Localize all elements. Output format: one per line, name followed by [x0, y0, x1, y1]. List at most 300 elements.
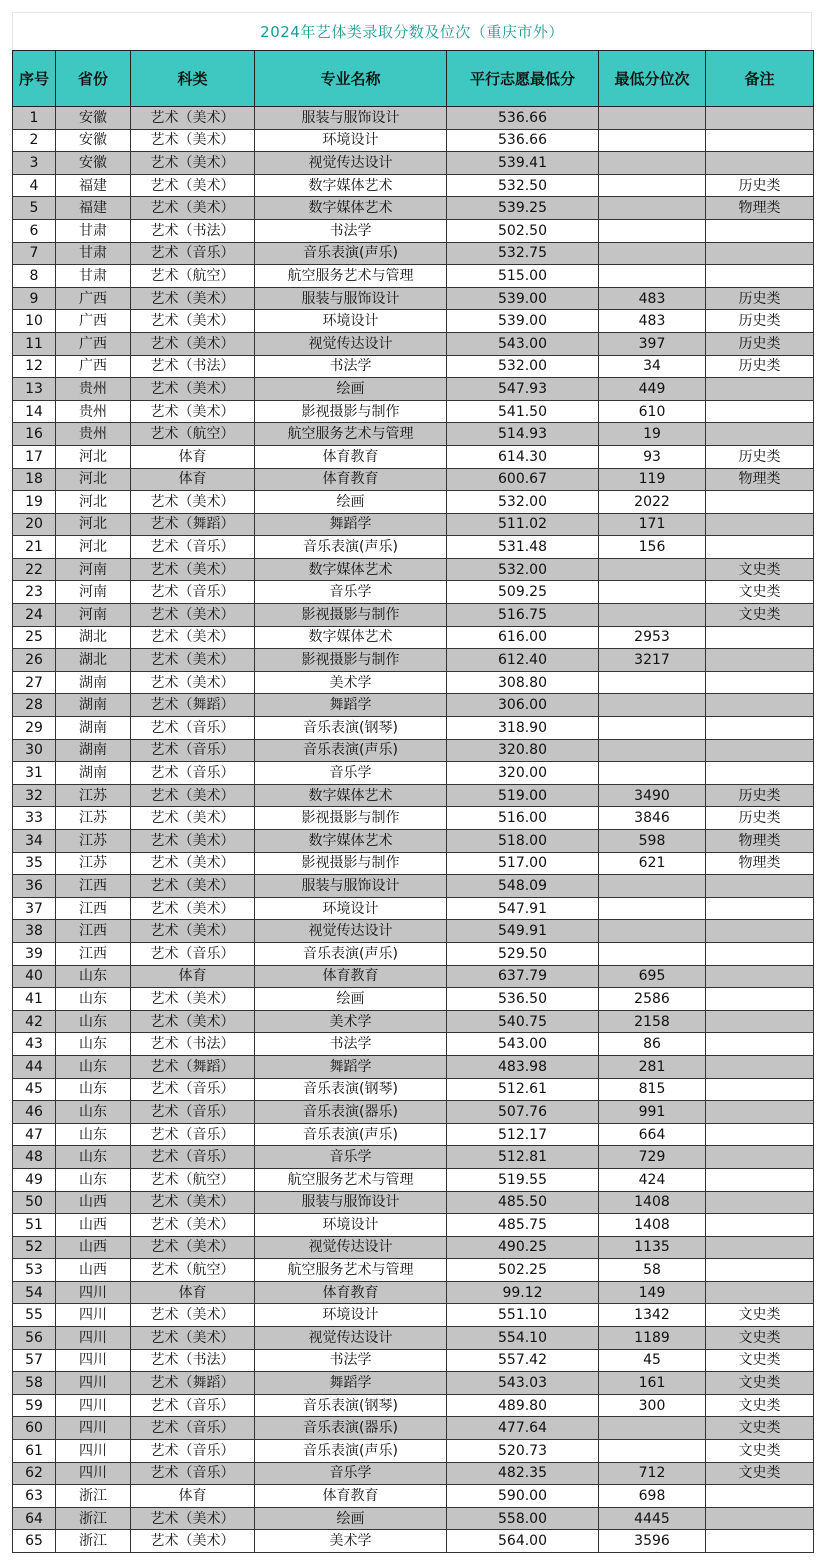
cell-province: 山东	[56, 988, 131, 1011]
cell-major: 体育教育	[255, 445, 447, 468]
cell-province: 山东	[56, 965, 131, 988]
cell-min-score: 514.93	[447, 423, 599, 446]
table-row	[13, 762, 814, 785]
cell-min-rank	[599, 174, 706, 197]
table-row	[13, 1033, 814, 1056]
cell-note	[706, 378, 814, 401]
cell-min-score: 515.00	[447, 265, 599, 288]
cell-province: 山西	[56, 1259, 131, 1282]
cell-province: 山东	[56, 1055, 131, 1078]
cell-note: 文史类	[706, 1327, 814, 1350]
cell-province: 江西	[56, 875, 131, 898]
cell-category: 体育	[131, 965, 255, 988]
cell-province: 江西	[56, 897, 131, 920]
cell-min-rank	[599, 1417, 706, 1440]
cell-province: 河北	[56, 445, 131, 468]
cell-category: 艺术（美术）	[131, 332, 255, 355]
cell-province: 河南	[56, 558, 131, 581]
table-title: 2024年艺体类录取分数及位次（重庆市外）	[12, 12, 812, 50]
header-cell-seq: 序号	[13, 51, 56, 107]
cell-min-rank: 1408	[599, 1214, 706, 1237]
cell-note	[706, 942, 814, 965]
cell-category: 艺术（书法）	[131, 1349, 255, 1372]
cell-province: 江苏	[56, 784, 131, 807]
cell-category: 艺术（舞蹈）	[131, 513, 255, 536]
cell-note	[706, 762, 814, 785]
cell-seq: 62	[13, 1462, 56, 1485]
table-row	[13, 1462, 814, 1485]
cell-category: 艺术（美术）	[131, 897, 255, 920]
cell-min-rank: 4445	[599, 1507, 706, 1530]
table-row	[13, 558, 814, 581]
cell-seq: 44	[13, 1055, 56, 1078]
cell-category: 艺术（美术）	[131, 875, 255, 898]
cell-note	[706, 875, 814, 898]
cell-seq: 34	[13, 830, 56, 853]
cell-seq: 17	[13, 445, 56, 468]
cell-note	[706, 897, 814, 920]
table-row	[13, 1146, 814, 1169]
cell-min-rank: 45	[599, 1349, 706, 1372]
cell-province: 四川	[56, 1372, 131, 1395]
cell-note: 历史类	[706, 355, 814, 378]
cell-note	[706, 400, 814, 423]
cell-major: 影视摄影与制作	[255, 400, 447, 423]
cell-category: 艺术（书法）	[131, 355, 255, 378]
cell-note	[706, 649, 814, 672]
cell-note	[706, 1010, 814, 1033]
table-row	[13, 1327, 814, 1350]
cell-seq: 7	[13, 242, 56, 265]
cell-province: 湖北	[56, 626, 131, 649]
cell-min-score: 485.75	[447, 1214, 599, 1237]
cell-major: 影视摄影与制作	[255, 807, 447, 830]
cell-note	[706, 1485, 814, 1508]
table-body	[13, 107, 814, 1553]
table-row	[13, 152, 814, 175]
cell-major: 数字媒体艺术	[255, 830, 447, 853]
cell-note: 物理类	[706, 197, 814, 220]
cell-note: 文史类	[706, 558, 814, 581]
cell-seq: 60	[13, 1417, 56, 1440]
cell-major: 视觉传达设计	[255, 920, 447, 943]
cell-seq: 41	[13, 988, 56, 1011]
cell-note	[706, 717, 814, 740]
cell-note: 文史类	[706, 1462, 814, 1485]
cell-note	[706, 1530, 814, 1553]
table-row	[13, 1123, 814, 1146]
cell-min-score: 511.02	[447, 513, 599, 536]
cell-seq: 63	[13, 1485, 56, 1508]
cell-major: 视觉传达设计	[255, 152, 447, 175]
table-row	[13, 830, 814, 853]
cell-category: 艺术（美术）	[131, 558, 255, 581]
cell-category: 艺术（航空）	[131, 1168, 255, 1191]
cell-province: 安徽	[56, 129, 131, 152]
cell-major: 音乐表演(声乐)	[255, 1440, 447, 1463]
cell-seq: 27	[13, 671, 56, 694]
cell-major: 音乐表演(声乐)	[255, 739, 447, 762]
cell-major: 书法学	[255, 1349, 447, 1372]
cell-category: 艺术（音乐）	[131, 1462, 255, 1485]
cell-province: 湖南	[56, 762, 131, 785]
cell-seq: 51	[13, 1214, 56, 1237]
cell-note	[706, 152, 814, 175]
table-row	[13, 400, 814, 423]
cell-category: 艺术（美术）	[131, 1236, 255, 1259]
cell-note: 历史类	[706, 310, 814, 333]
cell-category: 艺术（音乐）	[131, 1440, 255, 1463]
cell-seq: 9	[13, 287, 56, 310]
cell-category: 艺术（音乐）	[131, 536, 255, 559]
admission-score-table	[12, 50, 814, 1553]
cell-seq: 43	[13, 1033, 56, 1056]
cell-province: 四川	[56, 1394, 131, 1417]
cell-min-rank: 3490	[599, 784, 706, 807]
cell-min-score: 549.91	[447, 920, 599, 943]
cell-min-rank: 483	[599, 310, 706, 333]
header-cell-min-score: 平行志愿最低分	[447, 51, 599, 107]
cell-min-rank	[599, 739, 706, 762]
cell-min-rank: 156	[599, 536, 706, 559]
cell-major: 数字媒体艺术	[255, 784, 447, 807]
cell-min-rank: 598	[599, 830, 706, 853]
cell-category: 艺术（美术）	[131, 830, 255, 853]
cell-major: 服装与服饰设计	[255, 875, 447, 898]
cell-major: 舞蹈学	[255, 1372, 447, 1395]
cell-min-rank	[599, 129, 706, 152]
cell-major: 音乐表演(钢琴)	[255, 1078, 447, 1101]
cell-min-score: 547.93	[447, 378, 599, 401]
cell-min-rank	[599, 717, 706, 740]
cell-min-score: 590.00	[447, 1485, 599, 1508]
cell-min-rank: 424	[599, 1168, 706, 1191]
cell-major: 音乐表演(器乐)	[255, 1101, 447, 1124]
table-row	[13, 1191, 814, 1214]
cell-category: 艺术（美术）	[131, 1304, 255, 1327]
cell-province: 四川	[56, 1440, 131, 1463]
table-row	[13, 649, 814, 672]
cell-seq: 38	[13, 920, 56, 943]
cell-category: 艺术（美术）	[131, 107, 255, 130]
cell-major: 数字媒体艺术	[255, 558, 447, 581]
cell-min-rank: 19	[599, 423, 706, 446]
cell-seq: 12	[13, 355, 56, 378]
cell-seq: 56	[13, 1327, 56, 1350]
cell-min-rank	[599, 152, 706, 175]
cell-seq: 47	[13, 1123, 56, 1146]
cell-major: 数字媒体艺术	[255, 626, 447, 649]
table-row	[13, 965, 814, 988]
table-row	[13, 197, 814, 220]
cell-seq: 50	[13, 1191, 56, 1214]
cell-category: 艺术（美术）	[131, 310, 255, 333]
cell-min-score: 502.25	[447, 1259, 599, 1282]
cell-major: 体育教育	[255, 1281, 447, 1304]
table-row	[13, 1055, 814, 1078]
cell-min-score: 614.30	[447, 445, 599, 468]
cell-category: 艺术（美术）	[131, 671, 255, 694]
cell-min-score: 536.50	[447, 988, 599, 1011]
cell-seq: 24	[13, 604, 56, 627]
cell-min-score: 547.91	[447, 897, 599, 920]
cell-category: 艺术（音乐）	[131, 1101, 255, 1124]
cell-min-score: 536.66	[447, 129, 599, 152]
table-row	[13, 897, 814, 920]
cell-min-score: 551.10	[447, 1304, 599, 1327]
cell-category: 艺术（书法）	[131, 1033, 255, 1056]
cell-min-rank	[599, 671, 706, 694]
cell-province: 湖南	[56, 717, 131, 740]
cell-min-score: 507.76	[447, 1101, 599, 1124]
cell-province: 广西	[56, 355, 131, 378]
cell-major: 音乐学	[255, 1462, 447, 1485]
cell-province: 河南	[56, 581, 131, 604]
cell-min-rank	[599, 265, 706, 288]
cell-min-score: 554.10	[447, 1327, 599, 1350]
cell-major: 体育教育	[255, 468, 447, 491]
cell-seq: 21	[13, 536, 56, 559]
cell-min-rank: 610	[599, 400, 706, 423]
cell-min-score: 548.09	[447, 875, 599, 898]
cell-province: 浙江	[56, 1507, 131, 1530]
cell-min-rank	[599, 942, 706, 965]
cell-min-score: 320.80	[447, 739, 599, 762]
cell-min-score: 490.25	[447, 1236, 599, 1259]
cell-min-score: 536.66	[447, 107, 599, 130]
table-row	[13, 604, 814, 627]
cell-seq: 39	[13, 942, 56, 965]
cell-min-score: 482.35	[447, 1462, 599, 1485]
table-row	[13, 988, 814, 1011]
table-row	[13, 1304, 814, 1327]
cell-min-rank: 86	[599, 1033, 706, 1056]
cell-min-score: 612.40	[447, 649, 599, 672]
cell-province: 四川	[56, 1304, 131, 1327]
cell-min-rank	[599, 581, 706, 604]
cell-note	[706, 1214, 814, 1237]
cell-category: 艺术（音乐）	[131, 1394, 255, 1417]
cell-major: 影视摄影与制作	[255, 604, 447, 627]
cell-min-rank: 119	[599, 468, 706, 491]
table-row	[13, 355, 814, 378]
cell-seq: 35	[13, 852, 56, 875]
cell-min-score: 502.50	[447, 219, 599, 242]
cell-min-score: 99.12	[447, 1281, 599, 1304]
table-row	[13, 332, 814, 355]
table-row	[13, 739, 814, 762]
cell-note	[706, 694, 814, 717]
cell-category: 艺术（舞蹈）	[131, 1055, 255, 1078]
cell-note: 文史类	[706, 1417, 814, 1440]
cell-category: 艺术（美术）	[131, 626, 255, 649]
cell-min-rank: 2586	[599, 988, 706, 1011]
cell-note: 历史类	[706, 784, 814, 807]
cell-province: 山西	[56, 1236, 131, 1259]
cell-min-rank: 3596	[599, 1530, 706, 1553]
cell-seq: 64	[13, 1507, 56, 1530]
cell-major: 环境设计	[255, 129, 447, 152]
cell-min-rank: 300	[599, 1394, 706, 1417]
cell-province: 湖北	[56, 649, 131, 672]
cell-note: 历史类	[706, 807, 814, 830]
cell-major: 舞蹈学	[255, 694, 447, 717]
cell-major: 书法学	[255, 1033, 447, 1056]
cell-note: 物理类	[706, 830, 814, 853]
cell-min-score: 509.25	[447, 581, 599, 604]
cell-seq: 22	[13, 558, 56, 581]
cell-note: 文史类	[706, 581, 814, 604]
cell-major: 音乐表演(声乐)	[255, 1123, 447, 1146]
cell-min-score: 485.50	[447, 1191, 599, 1214]
cell-seq: 36	[13, 875, 56, 898]
cell-seq: 37	[13, 897, 56, 920]
header-cell-note: 备注	[706, 51, 814, 107]
table-row	[13, 310, 814, 333]
cell-min-rank: 161	[599, 1372, 706, 1395]
cell-major: 音乐学	[255, 1146, 447, 1169]
cell-seq: 28	[13, 694, 56, 717]
table-row	[13, 694, 814, 717]
table-row	[13, 1168, 814, 1191]
cell-note	[706, 265, 814, 288]
table-row	[13, 378, 814, 401]
cell-category: 艺术（美术）	[131, 988, 255, 1011]
cell-category: 艺术（音乐）	[131, 1123, 255, 1146]
cell-province: 广西	[56, 332, 131, 355]
table-row	[13, 1010, 814, 1033]
cell-note	[706, 1191, 814, 1214]
table-row	[13, 445, 814, 468]
header-row	[13, 51, 814, 107]
cell-major: 航空服务艺术与管理	[255, 265, 447, 288]
cell-min-score: 512.17	[447, 1123, 599, 1146]
cell-province: 江苏	[56, 807, 131, 830]
table-row	[13, 1078, 814, 1101]
cell-major: 舞蹈学	[255, 513, 447, 536]
table-row	[13, 107, 814, 130]
cell-min-score: 529.50	[447, 942, 599, 965]
table-row	[13, 671, 814, 694]
cell-seq: 61	[13, 1440, 56, 1463]
table-row	[13, 807, 814, 830]
cell-min-score: 483.98	[447, 1055, 599, 1078]
cell-min-rank	[599, 1440, 706, 1463]
cell-major: 体育教育	[255, 965, 447, 988]
cell-seq: 19	[13, 491, 56, 514]
cell-min-rank: 58	[599, 1259, 706, 1282]
cell-province: 安徽	[56, 152, 131, 175]
cell-major: 音乐学	[255, 762, 447, 785]
cell-min-rank: 695	[599, 965, 706, 988]
cell-seq: 14	[13, 400, 56, 423]
cell-min-score: 320.00	[447, 762, 599, 785]
cell-min-score: 520.73	[447, 1440, 599, 1463]
table-row	[13, 784, 814, 807]
cell-category: 艺术（音乐）	[131, 242, 255, 265]
table-row	[13, 468, 814, 491]
cell-province: 山东	[56, 1101, 131, 1124]
cell-min-rank	[599, 219, 706, 242]
cell-min-score: 517.00	[447, 852, 599, 875]
table-row	[13, 1440, 814, 1463]
cell-major: 影视摄影与制作	[255, 852, 447, 875]
cell-min-rank: 1408	[599, 1191, 706, 1214]
cell-province: 湖南	[56, 671, 131, 694]
cell-min-rank	[599, 604, 706, 627]
cell-category: 艺术（美术）	[131, 1191, 255, 1214]
cell-note: 物理类	[706, 852, 814, 875]
cell-category: 艺术（舞蹈）	[131, 1372, 255, 1395]
cell-province: 浙江	[56, 1485, 131, 1508]
cell-major: 服装与服饰设计	[255, 287, 447, 310]
cell-min-score: 512.81	[447, 1146, 599, 1169]
cell-province: 江苏	[56, 852, 131, 875]
cell-min-score: 543.00	[447, 1033, 599, 1056]
cell-min-rank: 483	[599, 287, 706, 310]
cell-major: 绘画	[255, 988, 447, 1011]
cell-seq: 23	[13, 581, 56, 604]
cell-seq: 29	[13, 717, 56, 740]
cell-major: 音乐表演(器乐)	[255, 1417, 447, 1440]
table-row	[13, 1507, 814, 1530]
cell-seq: 1	[13, 107, 56, 130]
table-row	[13, 581, 814, 604]
table-row	[13, 174, 814, 197]
cell-category: 艺术（音乐）	[131, 762, 255, 785]
cell-province: 四川	[56, 1349, 131, 1372]
cell-province: 甘肃	[56, 219, 131, 242]
cell-min-rank: 2022	[599, 491, 706, 514]
cell-major: 环境设计	[255, 1214, 447, 1237]
cell-province: 山西	[56, 1191, 131, 1214]
cell-category: 艺术（航空）	[131, 1259, 255, 1282]
cell-min-score: 519.55	[447, 1168, 599, 1191]
cell-note	[706, 423, 814, 446]
cell-min-rank: 397	[599, 332, 706, 355]
table-row	[13, 1530, 814, 1553]
cell-seq: 42	[13, 1010, 56, 1033]
cell-major: 美术学	[255, 1010, 447, 1033]
cell-province: 河北	[56, 468, 131, 491]
cell-province: 河南	[56, 604, 131, 627]
cell-province: 甘肃	[56, 265, 131, 288]
cell-note	[706, 988, 814, 1011]
cell-province: 山西	[56, 1214, 131, 1237]
cell-min-score: 540.75	[447, 1010, 599, 1033]
cell-min-score: 558.00	[447, 1507, 599, 1530]
cell-category: 艺术（音乐）	[131, 739, 255, 762]
cell-min-score: 637.79	[447, 965, 599, 988]
cell-category: 艺术（音乐）	[131, 942, 255, 965]
cell-province: 贵州	[56, 423, 131, 446]
cell-major: 影视摄影与制作	[255, 649, 447, 672]
cell-province: 贵州	[56, 378, 131, 401]
cell-note	[706, 1078, 814, 1101]
cell-min-score: 308.80	[447, 671, 599, 694]
cell-min-score: 318.90	[447, 717, 599, 740]
cell-min-score: 512.61	[447, 1078, 599, 1101]
cell-category: 艺术（美术）	[131, 1530, 255, 1553]
cell-min-score: 616.00	[447, 626, 599, 649]
cell-province: 四川	[56, 1281, 131, 1304]
cell-province: 湖南	[56, 694, 131, 717]
cell-note	[706, 513, 814, 536]
cell-seq: 52	[13, 1236, 56, 1259]
cell-min-rank: 1342	[599, 1304, 706, 1327]
cell-category: 艺术（美术）	[131, 378, 255, 401]
cell-seq: 31	[13, 762, 56, 785]
